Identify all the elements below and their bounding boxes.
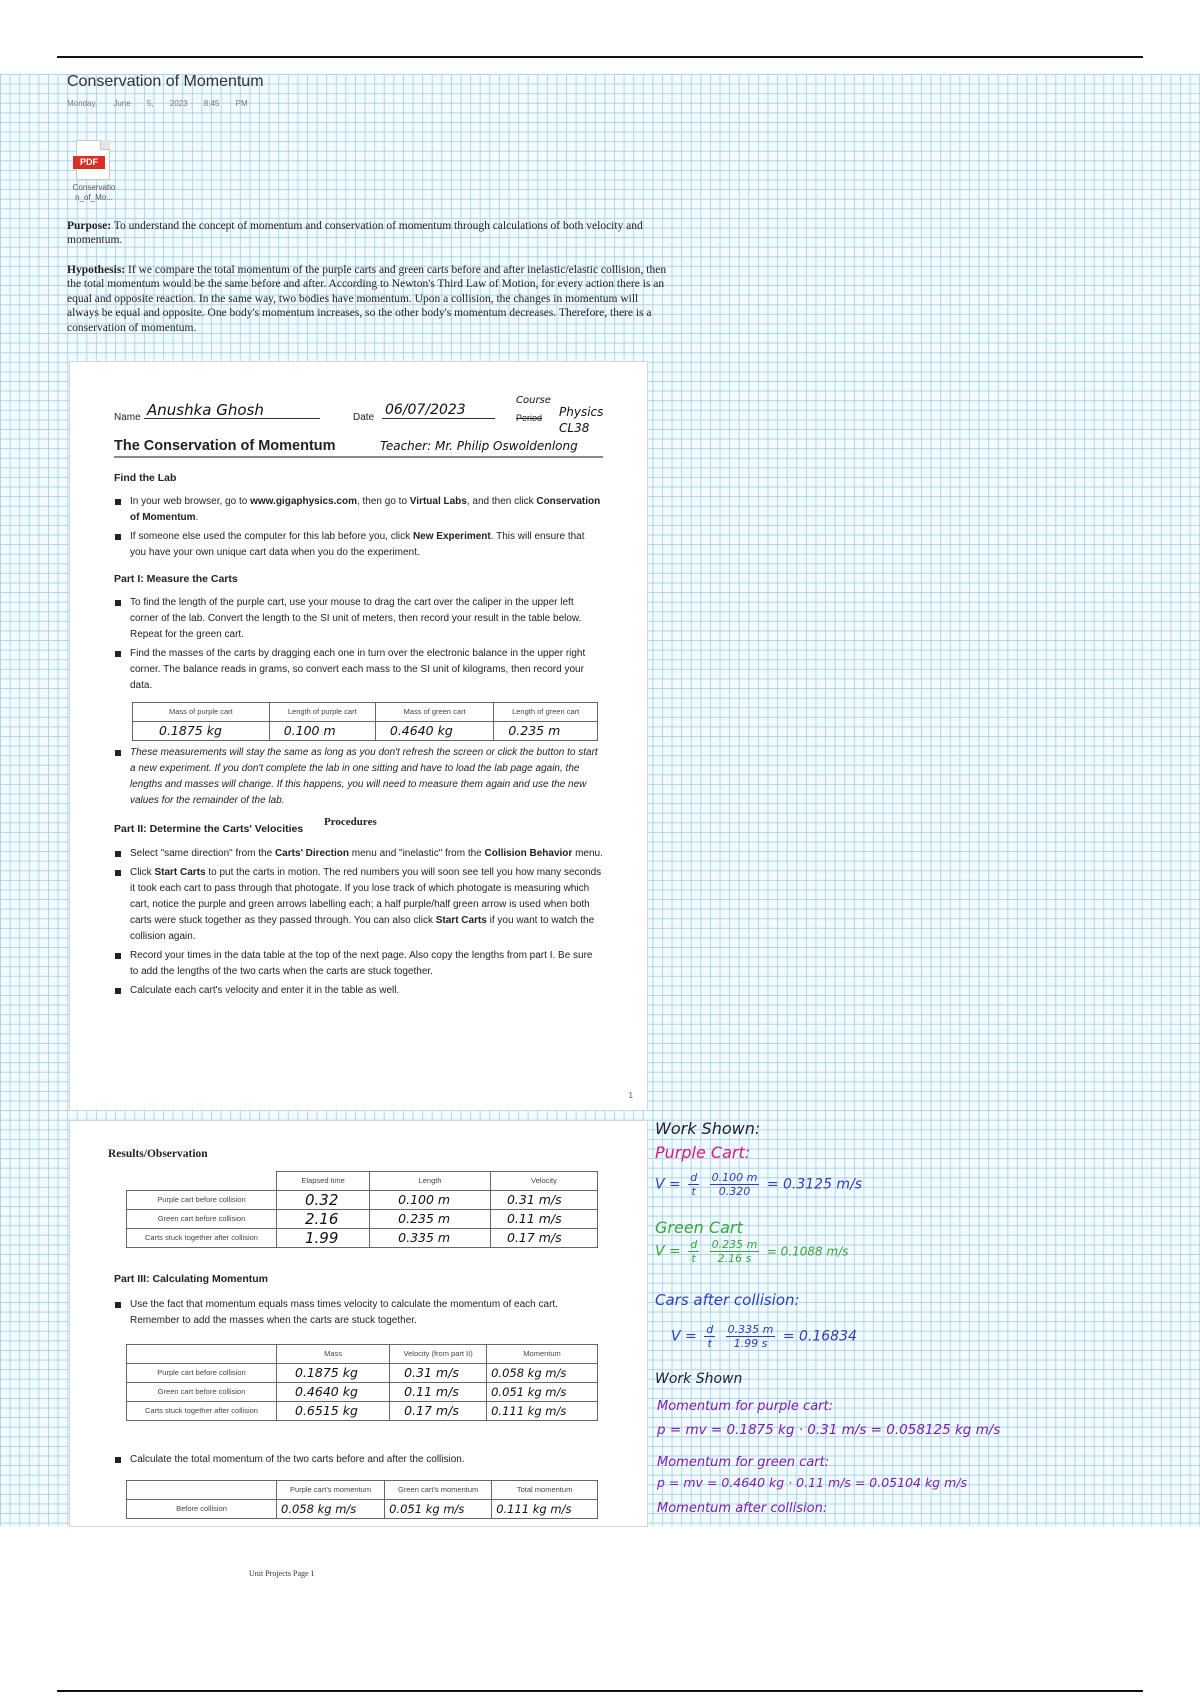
table-row: [127, 1210, 598, 1229]
after-collision-label: Cars after collision:: [655, 1291, 800, 1309]
table-cell: 0.17 m/s: [490, 1229, 597, 1248]
table-row: [127, 1383, 598, 1402]
pdf-icon: [76, 140, 110, 180]
results-table: [126, 1171, 598, 1248]
find-lab-list: [114, 494, 603, 561]
table-header-row: [127, 1481, 598, 1500]
table-cell: 0.1875 kg: [277, 1364, 390, 1383]
purple-cart-velocity: [655, 1171, 862, 1198]
table-header: [127, 1345, 277, 1364]
table-header: Purple cart's momentum: [277, 1481, 385, 1500]
part2-list: [114, 846, 603, 999]
top-rule: [57, 56, 1143, 58]
part2-bullet-2: [130, 865, 603, 945]
part1-bullet-3: These measurements will stay the same as long as you don't refresh the screen or click the button to start a new experiment. If you don't complete the lab in one sitting and have to load the lab page again, the lengths and masses will change. If this happens, you will need to measure them again and use the new values for the remainder of the lab.: [130, 745, 603, 809]
d-symbol: d: [706, 1323, 714, 1336]
part2-bullet-4: Calculate each cart's velocity and enter it in the table as well.: [130, 983, 603, 999]
d-over-t: [688, 1171, 699, 1198]
t-symbol: t: [707, 1337, 712, 1350]
part1-note-list: [114, 745, 603, 809]
text-span: Click: [130, 867, 155, 878]
purple-fraction: [710, 1171, 760, 1198]
table-header-row: [127, 1172, 598, 1191]
table-cell: 0.235 m: [494, 722, 598, 741]
table-cell: 0.058 kg m/s: [487, 1364, 598, 1383]
note-title: Conservation of Momentum: [67, 73, 264, 90]
t-symbol: t: [691, 1185, 696, 1198]
table-cell: 0.4640 kg: [277, 1383, 390, 1402]
title-row: [114, 436, 603, 458]
momentum-purple-equation: p = mv = 0.1875 kg · 0.31 m/s = 0.058125 kg m/s: [657, 1422, 1001, 1438]
page-footer: Unit Projects Page 1: [249, 1569, 315, 1578]
period-label: Period: [516, 413, 543, 423]
work-title-1: Work Shown:: [655, 1119, 761, 1138]
purpose-text: To understand the concept of momentum and conservation of momentum through calculations of both velocity and momentum.: [67, 220, 643, 247]
new-experiment-text: New Experiment: [412, 531, 491, 542]
pdf-badge: PDF: [73, 156, 105, 169]
find-lab-bullet-2: [130, 529, 603, 561]
table-cell: 2.16: [277, 1210, 370, 1229]
row-label: Green cart before collision: [127, 1210, 277, 1229]
part1-bullet-2: Find the masses of the carts by dragging each one in turn over the electronic balance in the upper right corner. The balance reads in grams, so convert each mass to the SI unit of kilograms, then record your data.: [130, 646, 603, 694]
results-heading: Results/Observation: [108, 1148, 208, 1160]
table-header: Total momentum: [492, 1481, 598, 1500]
after-fraction: [726, 1323, 776, 1350]
table-header: Mass of green cart: [375, 703, 493, 722]
fraction-denominator: 0.320: [718, 1185, 751, 1198]
procedures-label: Procedures: [324, 816, 377, 828]
fraction-denominator: 1.99 s: [733, 1337, 768, 1350]
find-lab-bullet-1: [130, 494, 603, 526]
table-cell: 0.051 kg m/s: [385, 1500, 492, 1519]
text-span: . This will ensure that you have your own unique cart data when you do the experiment.: [130, 531, 585, 558]
attachment-name: Conservatio n_of_Mo...: [72, 183, 116, 202]
lab-page-1: [70, 362, 647, 1110]
start-carts-text: Start Carts: [154, 867, 206, 878]
part1-heading: Part I: Measure the Carts: [114, 573, 238, 585]
table-cell: 0.6515 kg: [277, 1402, 390, 1421]
table-row: [127, 1191, 598, 1210]
date-value: 06/07/2023: [382, 402, 495, 419]
green-cart-label: Green Cart: [655, 1218, 743, 1237]
table-cell: 0.111 kg m/s: [487, 1402, 598, 1421]
text-span: if you want to watch the collision again.: [130, 915, 595, 942]
table-cell: 0.111 kg m/s: [492, 1500, 598, 1519]
text-span: Select "same direction" from the: [130, 848, 275, 859]
text-span: In your web browser, go to: [130, 496, 251, 507]
part3-heading: Part III: Calculating Momentum: [114, 1273, 269, 1285]
green-cart-velocity: [655, 1238, 848, 1265]
fraction-denominator: 2.16 s: [717, 1252, 752, 1265]
course-handwritten: Course: [516, 395, 551, 406]
hypothesis-paragraph: [67, 263, 667, 335]
text-span: menu.: [572, 848, 603, 859]
table-cell: 1.99: [277, 1229, 370, 1248]
table-cell: 0.31 m/s: [490, 1191, 597, 1210]
part1-bullet-1: To find the length of the purple cart, use your mouse to drag the cart over the caliper in the upper left corner of the lab. Convert the length to the SI unit of meters, then record your result in the table below. Repeat for the green cart.: [130, 595, 603, 643]
purple-velocity-result: = 0.3125 m/s: [766, 1176, 863, 1193]
table-row: [127, 1364, 598, 1383]
row-label: Carts stuck together after collision: [127, 1229, 277, 1248]
fraction-numerator: 0.100 m: [711, 1171, 758, 1184]
hypothesis-text: If we compare the total momentum of the purple carts and green carts before and after inelastic/elastic collision, then the total momentum would be the same before and after. According to Newton's Third Law of Motion, for every action there is an equal and opposite reaction. In the same way, two bodies have momentum. Upon a collision, the changes in momentum will always be equal and opposite. One body's momentum increases, so the other body's momentum decreases. Therefore, there is a conservation of momentum.: [67, 264, 667, 334]
page-fold: [100, 140, 110, 150]
table-cell: 0.051 kg m/s: [487, 1383, 598, 1402]
row-label: Green cart before collision: [127, 1383, 277, 1402]
momentum-after-label: Momentum after collision:: [657, 1501, 828, 1516]
text-span: , then go to: [356, 496, 410, 507]
carts-direction-text: Carts' Direction: [274, 848, 349, 859]
v-symbol: V =: [655, 1176, 681, 1193]
part3-list-2: [114, 1452, 594, 1471]
momentum-purple-label: Momentum for purple cart:: [657, 1399, 833, 1414]
note-time: 8:45 PM: [203, 99, 248, 108]
teacher-value: Teacher: Mr. Philip Oswoldenlong: [380, 439, 578, 453]
table-cell: 0.335 m: [370, 1229, 491, 1248]
start-carts-text: Start Carts: [435, 915, 487, 926]
table-header: Length: [370, 1172, 491, 1191]
table-header: Mass of purple cart: [133, 703, 270, 722]
collision-behavior-text: Collision Behavior: [484, 848, 573, 859]
table-header: Length of green cart: [494, 703, 598, 722]
table-header: Mass: [277, 1345, 390, 1364]
table-header-row: [127, 1345, 598, 1364]
text-span: menu and "inelastic" from the: [349, 848, 485, 859]
table-cell: 0.11 m/s: [390, 1383, 487, 1402]
purpose-paragraph: [67, 219, 667, 248]
doc-title: The Conservation of Momentum: [114, 438, 336, 454]
table-header: Momentum: [487, 1345, 598, 1364]
table-header: Velocity (from part II): [390, 1345, 487, 1364]
table-row: [133, 722, 598, 741]
table-cell: 0.100 m: [370, 1191, 491, 1210]
row-label: Before collision: [127, 1500, 277, 1519]
text-span: .: [195, 512, 199, 523]
fraction-numerator: 0.235 m: [711, 1238, 758, 1251]
table-header: Length of purple cart: [269, 703, 375, 722]
t-symbol: t: [691, 1252, 696, 1265]
find-lab-heading: Find the Lab: [114, 472, 177, 484]
row-label: Purple cart before collision: [127, 1364, 277, 1383]
row-label: Carts stuck together after collision: [127, 1402, 277, 1421]
page-number: 1: [628, 1091, 633, 1100]
name-row: [114, 395, 604, 435]
table-header: Elapsed time: [277, 1172, 370, 1191]
purple-cart-label: Purple Cart:: [655, 1143, 751, 1162]
name-value: Anushka Ghosh: [144, 402, 320, 419]
table-cell: 0.11 m/s: [490, 1210, 597, 1229]
d-over-t: [688, 1238, 699, 1265]
d-over-t: [704, 1323, 715, 1350]
virtual-labs-text: Virtual Labs: [409, 496, 467, 507]
lab-page-2: [70, 1121, 647, 1526]
table-cell: 0.1875 kg: [133, 722, 270, 741]
d-symbol: d: [690, 1238, 698, 1251]
find-lab-section: [114, 470, 603, 1002]
table-row: [127, 1500, 598, 1519]
pdf-attachment[interactable]: [66, 140, 122, 203]
after-collision-velocity: [671, 1323, 857, 1350]
part2-bullet-3: Record your times in the data table at the top of the next page. Also copy the lengths from part I. Be sure to add the lengths of the two carts when the carts are stuck together.: [130, 948, 603, 980]
part3-bullet-1: Use the fact that momentum equals mass times velocity to calculate the momentum of each cart. Remember to add the masses when the carts are stuck together.: [130, 1297, 594, 1329]
hypothesis-label: Hypothesis:: [67, 264, 126, 276]
cart-measure-table: [132, 702, 598, 741]
v-symbol: V =: [671, 1328, 697, 1345]
green-fraction: [710, 1238, 760, 1265]
part1-list: [114, 595, 603, 694]
text-span: If someone else used the computer for this lab before you, click: [130, 531, 413, 542]
table-cell: 0.4640 kg: [375, 722, 493, 741]
purpose-label: Purpose:: [67, 220, 112, 232]
table-row: [127, 1229, 598, 1248]
v-symbol: V =: [655, 1243, 681, 1260]
name-label: Name: [114, 412, 141, 423]
table-cell: 0.058 kg m/s: [277, 1500, 385, 1519]
text-span: to put the carts in motion. The red numbers you will soon see tell you how many seconds it took each cart to pass through that photogate. If you lose track of which photogate is measuring which cart, notice the purple and green arrows labelling each; a half purple/half green arrow is used when both carts were stuck together as they passed through. You can also click: [130, 867, 602, 926]
table-cell: 0.32: [277, 1191, 370, 1210]
table-header: Velocity: [490, 1172, 597, 1191]
after-velocity-result: = 0.16834: [782, 1328, 857, 1345]
note-date: Monday, June 5, 2023: [67, 99, 188, 108]
bottom-rule: [57, 1690, 1143, 1692]
table-cell: 0.100 m: [269, 722, 375, 741]
lab-url: www.gigaphysics.com: [250, 496, 357, 507]
date-label: Date: [353, 412, 375, 423]
table-cell: 0.31 m/s: [390, 1364, 487, 1383]
table-header: [127, 1481, 277, 1500]
table-row: [127, 1402, 598, 1421]
part2-heading: Part II: Determine the Carts' Velocities: [114, 823, 304, 835]
green-velocity-result: = 0.1088 m/s: [766, 1244, 849, 1259]
part3-bullet-2: Calculate the total momentum of the two carts before and after the collision.: [130, 1452, 594, 1468]
momentum-green-label: Momentum for green cart:: [657, 1455, 830, 1470]
part2-heading-row: [114, 816, 603, 838]
table-cell: 0.17 m/s: [390, 1402, 487, 1421]
row-label: Purple cart before collision: [127, 1191, 277, 1210]
table-header: Green cart's momentum: [385, 1481, 492, 1500]
part2-bullet-1: [130, 846, 603, 862]
lab-name-text: Conservation of Momentum: [130, 496, 601, 523]
table-header: [127, 1172, 277, 1191]
text-span: , and then click: [466, 496, 537, 507]
table-cell: 0.235 m: [370, 1210, 491, 1229]
period-value: Physics CL38: [559, 405, 604, 435]
momentum-table: [126, 1344, 598, 1421]
note-meta: [67, 99, 248, 108]
total-momentum-table: [126, 1480, 598, 1519]
fraction-numerator: 0.335 m: [727, 1323, 774, 1336]
table-header-row: [133, 703, 598, 722]
part3-list: [114, 1297, 594, 1332]
work-title-2: Work Shown: [655, 1371, 743, 1387]
momentum-green-equation: p = mv = 0.4640 kg · 0.11 m/s = 0.05104 kg m/s: [657, 1475, 967, 1490]
d-symbol: d: [690, 1171, 698, 1184]
